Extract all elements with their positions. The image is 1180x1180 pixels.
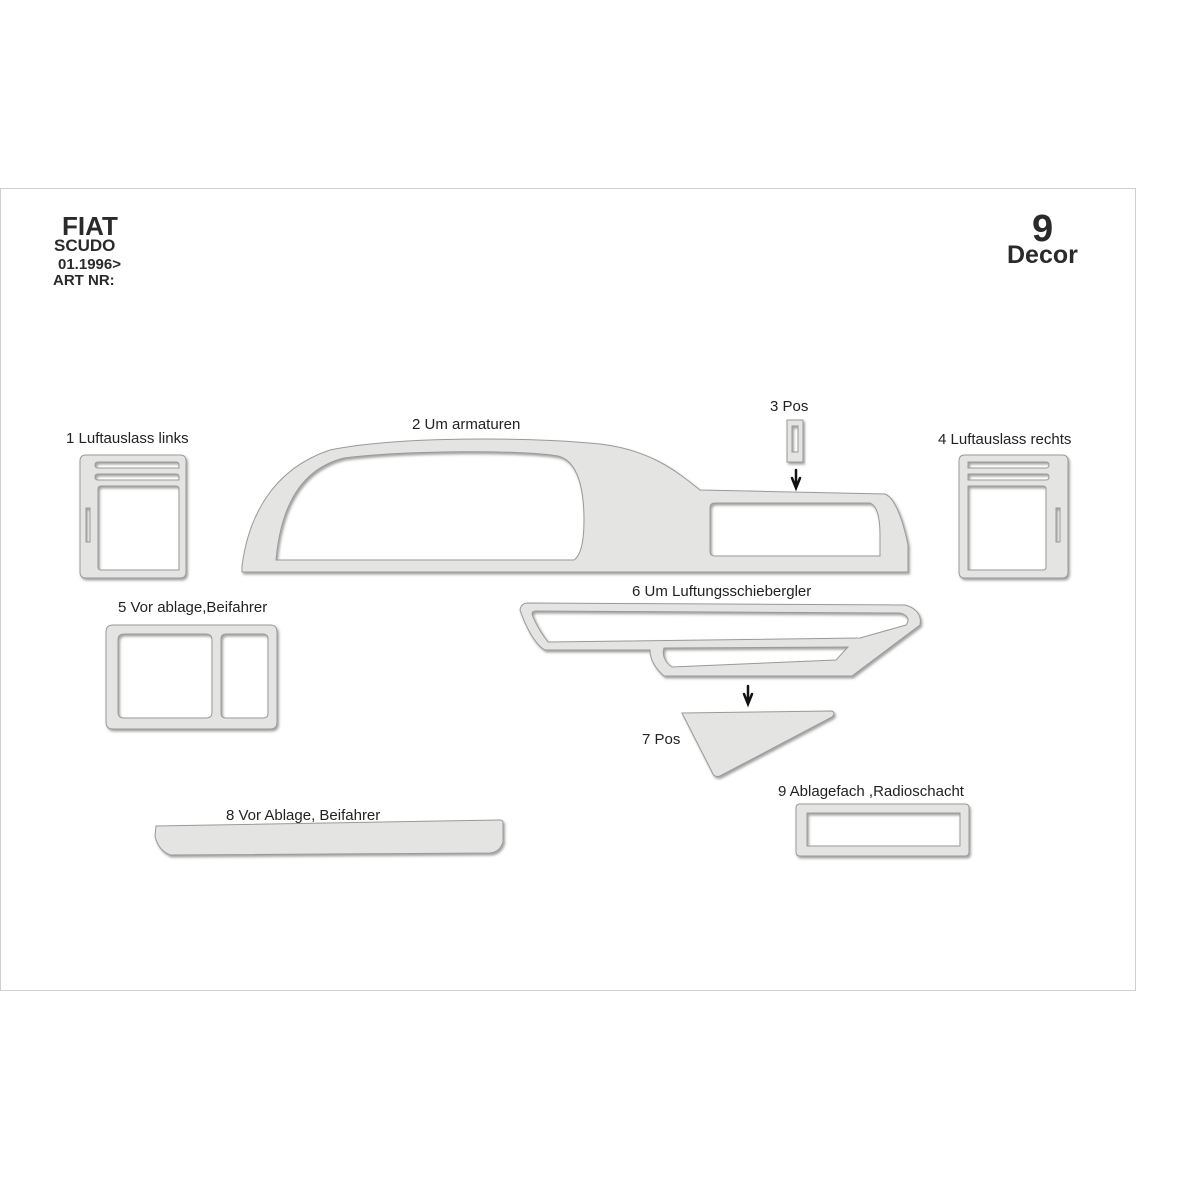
part-2-instrument-surround xyxy=(242,439,908,572)
part-label-2: 2 Um armaturen xyxy=(412,416,521,433)
part-9-radio-frame xyxy=(796,804,969,856)
part-1-vent-left xyxy=(80,455,186,578)
part-label-5: 5 Vor ablage,Beifahrer xyxy=(118,599,268,616)
part-label-8: 8 Vor Ablage, Beifahrer xyxy=(226,807,381,824)
part-3-small-insert xyxy=(787,420,803,462)
part-6-slider-surround xyxy=(520,603,920,676)
part-label-1: 1 Luftauslass links xyxy=(66,430,189,447)
piece-count: 9 xyxy=(1032,208,1054,250)
part-5-passenger-tray-frame xyxy=(106,625,277,729)
article-number: ART NR: xyxy=(53,272,115,289)
part-label-4: 4 Luftauslass rechts xyxy=(938,431,1072,448)
part-8-tray-strip xyxy=(155,820,503,855)
part-3-pointer-icon xyxy=(792,470,800,488)
part-6-pointer-icon xyxy=(744,686,752,704)
part-label-3: 3 Pos xyxy=(770,398,809,415)
part-label-9: 9 Ablagefach ,Radioschacht xyxy=(778,783,964,800)
part-label-7: 7 Pos xyxy=(642,731,681,748)
brand-title: FIAT xyxy=(62,211,118,241)
part-label-6: 6 Um Luftungsschiebergler xyxy=(632,583,812,600)
part-4-vent-right xyxy=(959,455,1068,578)
part-7-triangle-insert xyxy=(682,711,834,777)
decor-label: Decor xyxy=(1007,241,1078,269)
model-name: SCUDO xyxy=(54,236,116,255)
model-date: 01.1996> xyxy=(58,256,121,273)
